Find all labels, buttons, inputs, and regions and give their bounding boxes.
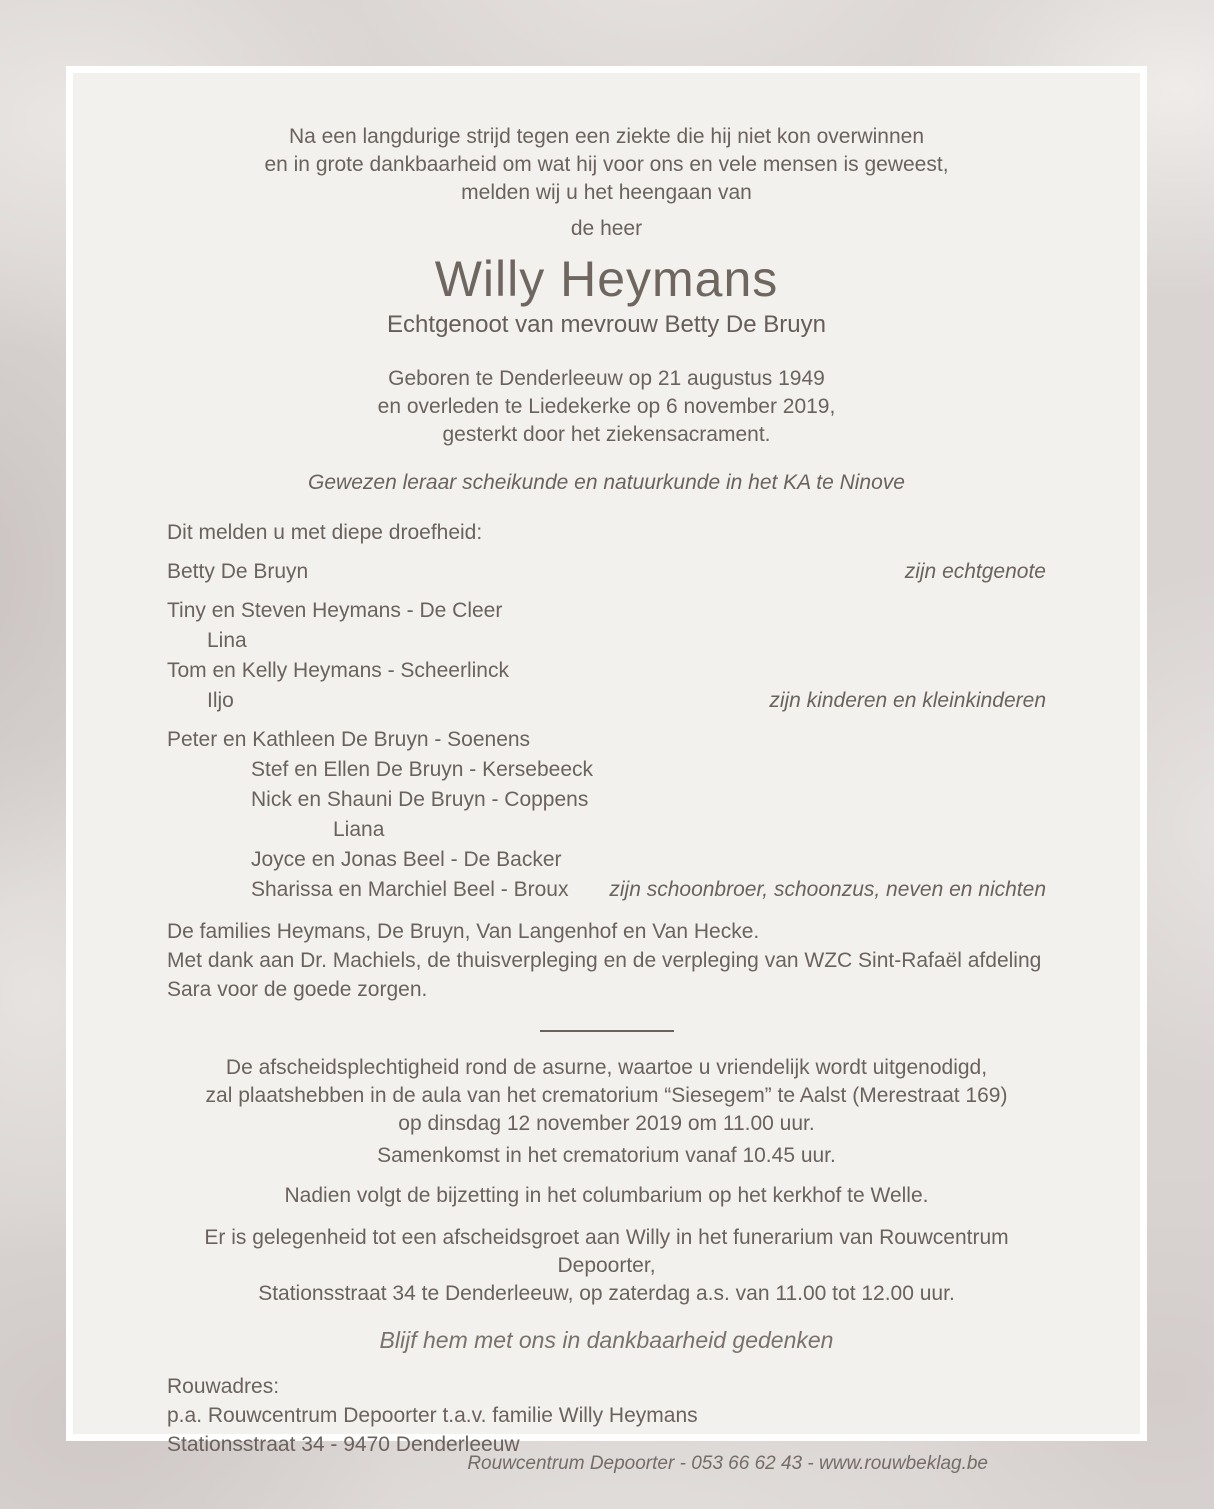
- interment-line: Nadien volgt de bijzetting in het columbarium op het kerkhof te Welle.: [284, 1184, 929, 1207]
- mourning-address: [167, 1372, 1046, 1459]
- family-row: [167, 755, 1046, 785]
- family-row: [167, 875, 1046, 905]
- mourning-address-label: Rouwadres:: [167, 1375, 280, 1398]
- mourning-address-line: Stationsstraat 34 - 9470 Denderleeuw: [167, 1433, 520, 1456]
- divider: [540, 1030, 674, 1032]
- family-row: [167, 845, 1046, 875]
- family-row: [167, 656, 1046, 686]
- gathering-line: Samenkomst in het crematorium vanaf 10.45 uur.: [377, 1144, 836, 1167]
- ceremony-line: zal plaatshebben in de aula van het crematorium “Siesegem” te Aalst (Merestraat 169): [205, 1084, 1008, 1107]
- family-member-name: Lina: [207, 629, 247, 652]
- families-paragraph: [167, 917, 1046, 1004]
- profession-line: Gewezen leraar scheikunde en natuurkunde in het KA te Ninove: [308, 471, 905, 494]
- intro-paragraph: [167, 123, 1046, 207]
- announcement-content: [73, 73, 1140, 1456]
- intro-line: melden wij u het heengaan van: [461, 181, 752, 204]
- motto-line: Blijf hem met ons in dankbaarheid gedenken: [379, 1327, 834, 1353]
- spouse-line: Echtgenoot van mevrouw Betty De Bruyn: [387, 311, 826, 338]
- family-row: [167, 785, 1046, 815]
- ceremony-paragraph: [167, 1054, 1046, 1138]
- family-member-name: Stef en Ellen De Bruyn - Kersebeeck: [251, 758, 594, 781]
- funeral-home-footer: Rouwcentrum Depoorter - 053 66 62 43 - www.rouwbeklag.be: [467, 1453, 988, 1474]
- family-member-name: Joyce en Jonas Beel - De Backer: [251, 848, 562, 871]
- family-row: [167, 626, 1046, 656]
- death-line: en overleden te Liedekerke op 6 november 2019,: [377, 395, 836, 418]
- sacrament-line: gesterkt door het ziekensacrament.: [442, 423, 771, 446]
- birth-death-paragraph: [167, 365, 1046, 449]
- farewell-paragraph: [167, 1224, 1046, 1308]
- family-relation-label: zijn kinderen en kleinkinderen: [769, 689, 1046, 712]
- farewell-line: Stationsstraat 34 te Denderleeuw, op zaterdag a.s. van 11.00 tot 12.00 uur.: [258, 1282, 955, 1305]
- birth-line: Geboren te Denderleeuw op 21 augustus 1949: [388, 367, 825, 390]
- intro-line: Na een langdurige strijd tegen een ziekte die hij niet kon overwinnen: [288, 125, 925, 148]
- families-line: De families Heymans, De Bruyn, Van Langenhof en Van Hecke.: [167, 920, 760, 943]
- deceased-name: Willy Heymans: [434, 251, 779, 307]
- family-list: [167, 557, 1046, 905]
- announcement-card: [66, 66, 1147, 1456]
- mourning-address-line: p.a. Rouwcentrum Depoorter t.a.v. familie Willy Heymans: [167, 1404, 698, 1427]
- announcement-line: Dit melden u met diepe droefheid:: [167, 521, 483, 544]
- family-row: [167, 725, 1046, 755]
- intro-line: en in grote dankbaarheid om wat hij voor ons en vele mensen is geweest,: [264, 153, 949, 176]
- family-member-name: Sharissa en Marchiel Beel - Broux: [251, 878, 569, 901]
- farewell-line: Er is gelegenheid tot een afscheidsgroet aan Willy in het funerarium van Rouwcentrum Depoorter,: [204, 1226, 1009, 1277]
- thanks-line-2: Sara voor de goede zorgen.: [167, 978, 428, 1001]
- family-relation-label: zijn echtgenote: [904, 560, 1046, 583]
- family-member-name: Liana: [333, 818, 385, 841]
- ceremony-line: op dinsdag 12 november 2019 om 11.00 uur.: [398, 1112, 815, 1135]
- salutation: de heer: [570, 217, 643, 240]
- family-row: [167, 596, 1046, 626]
- family-member-name: Betty De Bruyn: [167, 560, 309, 583]
- family-member-name: Tom en Kelly Heymans - Scheerlinck: [167, 659, 509, 682]
- family-relation-label: zijn schoonbroer, schoonzus, neven en nichten: [609, 878, 1046, 901]
- family-row: [167, 686, 1046, 716]
- ceremony-line: De afscheidsplechtigheid rond de asurne, waartoe u vriendelijk wordt uitgenodigd,: [225, 1056, 988, 1079]
- thanks-line: Met dank aan Dr. Machiels, de thuisverpleging en de verpleging van WZC Sint-Rafaël afdeling: [167, 949, 1042, 972]
- family-member-name: Peter en Kathleen De Bruyn - Soenens: [167, 728, 531, 751]
- family-member-name: Nick en Shauni De Bruyn - Coppens: [251, 788, 589, 811]
- family-member-name: Tiny en Steven Heymans - De Cleer: [167, 599, 503, 622]
- family-row: [167, 557, 1046, 587]
- family-member-name: Iljo: [207, 689, 234, 712]
- family-row: [167, 815, 1046, 845]
